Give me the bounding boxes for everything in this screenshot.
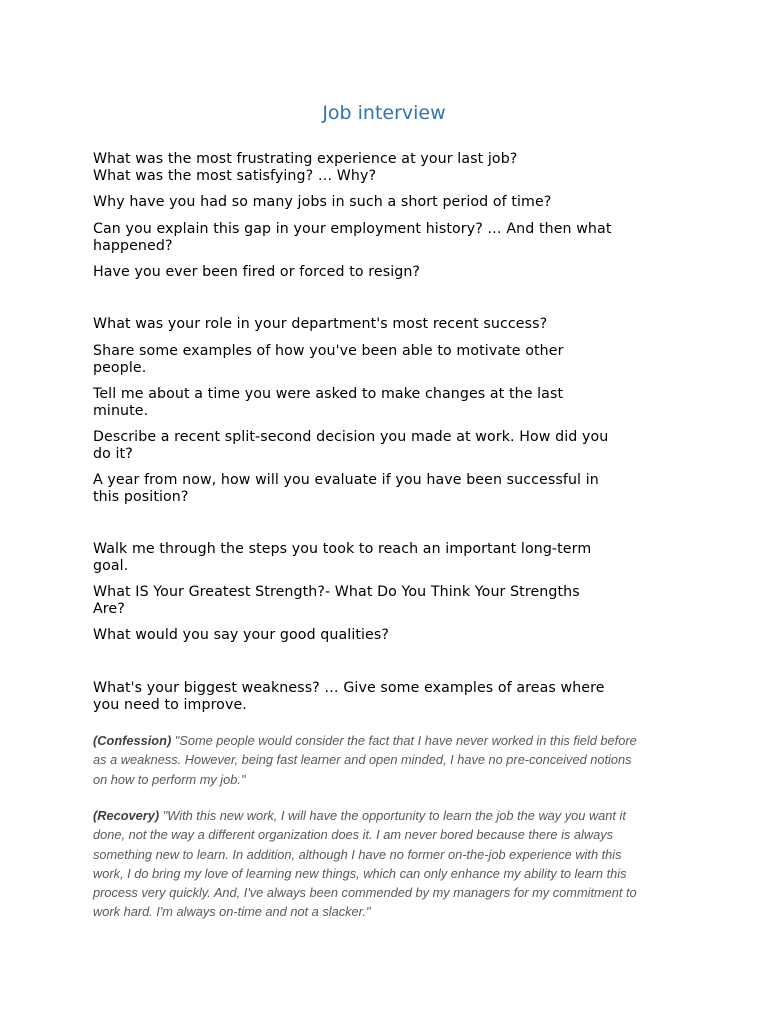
question-line: A year from now, how will you evaluate if you have been successful in <box>93 472 599 488</box>
question-line: Tell me about a time you were asked to make changes at the last <box>93 386 564 402</box>
note-line: on how to perform my job." <box>93 771 246 787</box>
question-line: you need to improve. <box>93 697 247 713</box>
recovery-label: (Recovery) <box>93 808 160 823</box>
question-last-minute-changes <box>93 386 683 420</box>
question-role-success <box>93 316 683 333</box>
question-year-from-now <box>93 472 683 506</box>
note-text: "Some people would consider the fact that I have never worked in this field before <box>171 733 637 748</box>
question-line: Can you explain this gap in your employment history? … And then what <box>93 221 612 237</box>
question-long-term-goal <box>93 541 683 575</box>
note-line: as a weakness. However, being fast learner and open minded, I have no pre-conceived notions <box>93 752 632 768</box>
question-line: Have you ever been fired or forced to resign? <box>93 264 421 280</box>
question-line: happened? <box>93 238 173 254</box>
note-line: done, not the way a different organization does it. I am never bored because there is always <box>93 827 614 843</box>
note-line <box>93 731 683 750</box>
question-line: Describe a recent split-second decision you made at work. How did you <box>93 429 609 445</box>
question-line: What was the most satisfying? … Why? <box>93 168 377 184</box>
note-line: something new to learn. In addition, although I have no former on-the-job experience with this <box>93 846 622 862</box>
page-title: Job interview <box>322 102 446 124</box>
question-line: people. <box>93 360 147 376</box>
question-line: Share some examples of how you've been able to motivate other <box>93 343 564 359</box>
question-split-second-decision <box>93 429 683 463</box>
confession-paragraph <box>93 731 683 789</box>
question-line: goal. <box>93 558 129 574</box>
question-line: What IS Your Greatest Strength?- What Do You Think Your Strengths <box>93 584 580 600</box>
question-fired <box>93 264 683 281</box>
question-line: What's your biggest weakness? … Give some examples of areas where <box>93 680 605 696</box>
question-line: Are? <box>93 601 125 617</box>
question-line: do it? <box>93 446 133 462</box>
note-line: work, I do bring my love of learning new things, which can only enhance my ability to learn this <box>93 865 627 881</box>
question-many-jobs <box>93 194 683 211</box>
note-text: "With this new work, I will have the opportunity to learn the job the way you want it <box>159 808 626 823</box>
question-greatest-strength <box>93 584 683 618</box>
question-motivate-others <box>93 343 683 377</box>
question-biggest-weakness <box>93 680 683 714</box>
question-good-qualities <box>93 627 683 644</box>
question-employment-gap <box>93 221 683 255</box>
question-line: Why have you had so many jobs in such a short period of time? <box>93 194 552 210</box>
question-frustrating-experience <box>93 151 683 185</box>
question-line: this position? <box>93 489 189 505</box>
note-line: work hard. I'm always on-time and not a slacker." <box>93 904 371 920</box>
question-line: Walk me through the steps you took to reach an important long-term <box>93 541 592 557</box>
question-line: minute. <box>93 403 149 419</box>
question-line: What was the most frustrating experience at your last job? <box>93 151 518 167</box>
recovery-paragraph <box>93 806 683 922</box>
question-line: What was your role in your department's most recent success? <box>93 316 548 332</box>
note-line <box>93 806 683 825</box>
confession-label: (Confession) <box>93 733 172 748</box>
question-line: What would you say your good qualities? <box>93 627 390 643</box>
note-line: process very quickly. And, I've always been commended by my managers for my commitment to <box>93 885 637 901</box>
